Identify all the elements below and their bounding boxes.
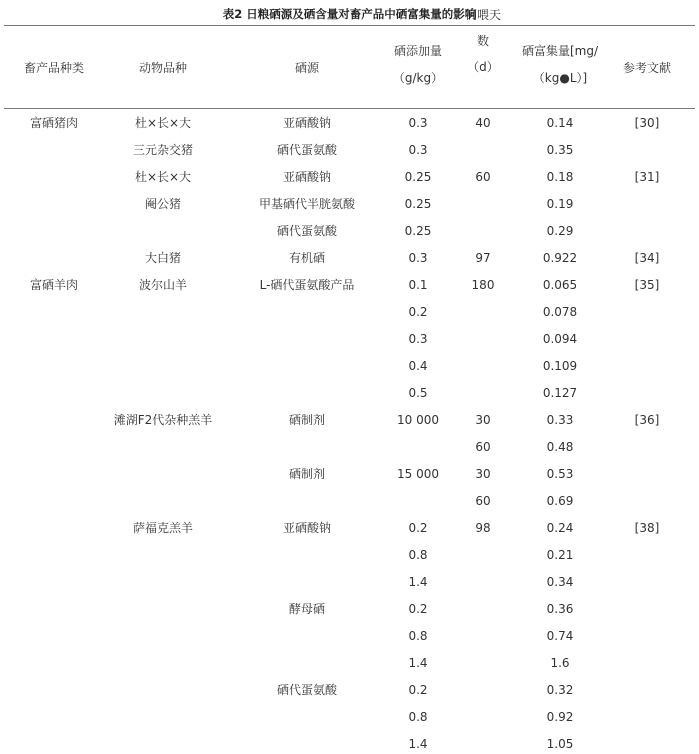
table-title: 表2 日粮硒源及硒含量对畜产品中硒富集量的影响 bbox=[222, 7, 477, 21]
cell-source: 亚硒酸钠 bbox=[282, 521, 332, 535]
cell-source: 有机硒 bbox=[288, 251, 326, 265]
cell-source: 亚硒酸钠 bbox=[282, 170, 332, 184]
cell-enrich: 0.36 bbox=[546, 602, 574, 616]
cell-dose: 15 000 bbox=[397, 467, 439, 481]
cell-dose: 0.2 bbox=[408, 602, 428, 616]
cell-animal: 三元杂交猪 bbox=[132, 143, 194, 157]
cell-dose: 0.4 bbox=[408, 359, 428, 373]
cell-enrich: 1.05 bbox=[546, 737, 574, 751]
cell-ref: [34] bbox=[634, 251, 660, 265]
cell-enrich: 0.34 bbox=[546, 575, 574, 589]
header-animal: 动物品种 bbox=[138, 61, 188, 75]
cell-days: 97 bbox=[475, 251, 491, 265]
header-enrichment-line1: 硒富集量[mg/ bbox=[521, 44, 599, 58]
cell-enrich: 0.14 bbox=[546, 116, 574, 130]
cell-ref: [38] bbox=[634, 521, 660, 535]
cell-dose: 0.3 bbox=[408, 332, 428, 346]
cell-enrich: 0.29 bbox=[546, 224, 574, 238]
cell-dose: 0.25 bbox=[404, 224, 432, 238]
cell-enrich: 0.33 bbox=[546, 413, 574, 427]
cell-enrich: 0.19 bbox=[546, 197, 574, 211]
cell-dose: 0.8 bbox=[408, 710, 428, 724]
cell-enrich: 0.92 bbox=[546, 710, 574, 724]
cell-animal: 滩湖F2代杂种羔羊 bbox=[113, 413, 213, 427]
cell-enrich: 0.32 bbox=[546, 683, 574, 697]
cell-days: 40 bbox=[475, 116, 491, 130]
header-enrichment bbox=[522, 38, 598, 92]
cell-enrich: 0.127 bbox=[542, 386, 578, 400]
cell-dose: 1.4 bbox=[408, 575, 428, 589]
cell-dose: 0.25 bbox=[404, 197, 432, 211]
cell-dose: 0.8 bbox=[408, 629, 428, 643]
cell-enrich: 0.109 bbox=[542, 359, 578, 373]
header-dose-line2: （g/kg） bbox=[392, 71, 444, 85]
cell-animal: 大白猪 bbox=[144, 251, 182, 265]
cell-dose: 1.4 bbox=[408, 737, 428, 751]
cell-dose: 0.3 bbox=[408, 143, 428, 157]
cell-source: L-硒代蛋氨酸产品 bbox=[259, 278, 355, 292]
cell-dose: 0.8 bbox=[408, 548, 428, 562]
cell-animal: 杜×长×大 bbox=[134, 170, 192, 184]
top-rule bbox=[4, 25, 695, 26]
header-days bbox=[465, 2, 501, 80]
cell-ref: [31] bbox=[634, 170, 660, 184]
cell-animal: 杜×长×大 bbox=[134, 116, 192, 130]
header-enrichment-line2: （kg●L）] bbox=[532, 71, 588, 85]
cell-enrich: 0.18 bbox=[546, 170, 574, 184]
cell-dose: 0.2 bbox=[408, 305, 428, 319]
cell-dose: 0.3 bbox=[408, 116, 428, 130]
header-rule bbox=[4, 108, 695, 109]
cell-days: 98 bbox=[475, 521, 491, 535]
header-days-line2: 数 bbox=[476, 34, 490, 48]
cell-enrich: 0.53 bbox=[546, 467, 574, 481]
cell-enrich: 0.065 bbox=[542, 278, 578, 292]
cell-category: 富硒羊肉 bbox=[29, 278, 79, 292]
cell-ref: [36] bbox=[634, 413, 660, 427]
cell-enrich: 1.6 bbox=[550, 656, 570, 670]
cell-days: 60 bbox=[475, 440, 491, 454]
cell-enrich: 0.69 bbox=[546, 494, 574, 508]
cell-animal: 萨福克羔羊 bbox=[132, 521, 194, 535]
cell-days: 30 bbox=[475, 467, 491, 481]
cell-dose: 0.2 bbox=[408, 521, 428, 535]
cell-category: 富硒猪肉 bbox=[29, 116, 79, 130]
cell-enrich: 0.24 bbox=[546, 521, 574, 535]
cell-dose: 0.25 bbox=[404, 170, 432, 184]
header-reference: 参考文献 bbox=[622, 61, 672, 75]
cell-enrich: 0.094 bbox=[542, 332, 578, 346]
cell-ref: [35] bbox=[634, 278, 660, 292]
cell-dose: 0.2 bbox=[408, 683, 428, 697]
cell-enrich: 0.21 bbox=[546, 548, 574, 562]
header-dose bbox=[393, 38, 443, 92]
cell-days: 30 bbox=[475, 413, 491, 427]
cell-source: 硒制剂 bbox=[288, 413, 326, 427]
cell-days: 60 bbox=[475, 494, 491, 508]
cell-enrich: 0.078 bbox=[542, 305, 578, 319]
cell-enrich: 0.922 bbox=[542, 251, 578, 265]
cell-source: 亚硒酸钠 bbox=[282, 116, 332, 130]
cell-dose: 0.1 bbox=[408, 278, 428, 292]
header-source: 硒源 bbox=[294, 61, 320, 75]
cell-enrich: 0.35 bbox=[546, 143, 574, 157]
cell-source: 硒代蛋氨酸 bbox=[276, 224, 338, 238]
header-days-line3: （d） bbox=[467, 60, 499, 74]
cell-days: 180 bbox=[471, 278, 495, 292]
cell-source: 甲基硒代半胱氨酸 bbox=[258, 197, 356, 211]
cell-dose: 0.5 bbox=[408, 386, 428, 400]
cell-enrich: 0.48 bbox=[546, 440, 574, 454]
cell-animal: 阉公猪 bbox=[144, 197, 182, 211]
cell-dose: 10 000 bbox=[397, 413, 439, 427]
cell-animal: 波尔山羊 bbox=[138, 278, 188, 292]
cell-dose: 1.4 bbox=[408, 656, 428, 670]
cell-source: 硒代蛋氨酸 bbox=[276, 143, 338, 157]
cell-enrich: 0.74 bbox=[546, 629, 574, 643]
cell-ref: [30] bbox=[634, 116, 660, 130]
header-dose-line1: 硒添加量 bbox=[393, 44, 443, 58]
header-days-line1: 饲喂天 bbox=[464, 8, 502, 22]
cell-dose: 0.3 bbox=[408, 251, 428, 265]
header-category: 畜产品种类 bbox=[23, 61, 85, 75]
cell-source: 硒制剂 bbox=[288, 467, 326, 481]
cell-days: 60 bbox=[475, 170, 491, 184]
cell-source: 酵母硒 bbox=[288, 602, 326, 616]
cell-source: 硒代蛋氨酸 bbox=[276, 683, 338, 697]
